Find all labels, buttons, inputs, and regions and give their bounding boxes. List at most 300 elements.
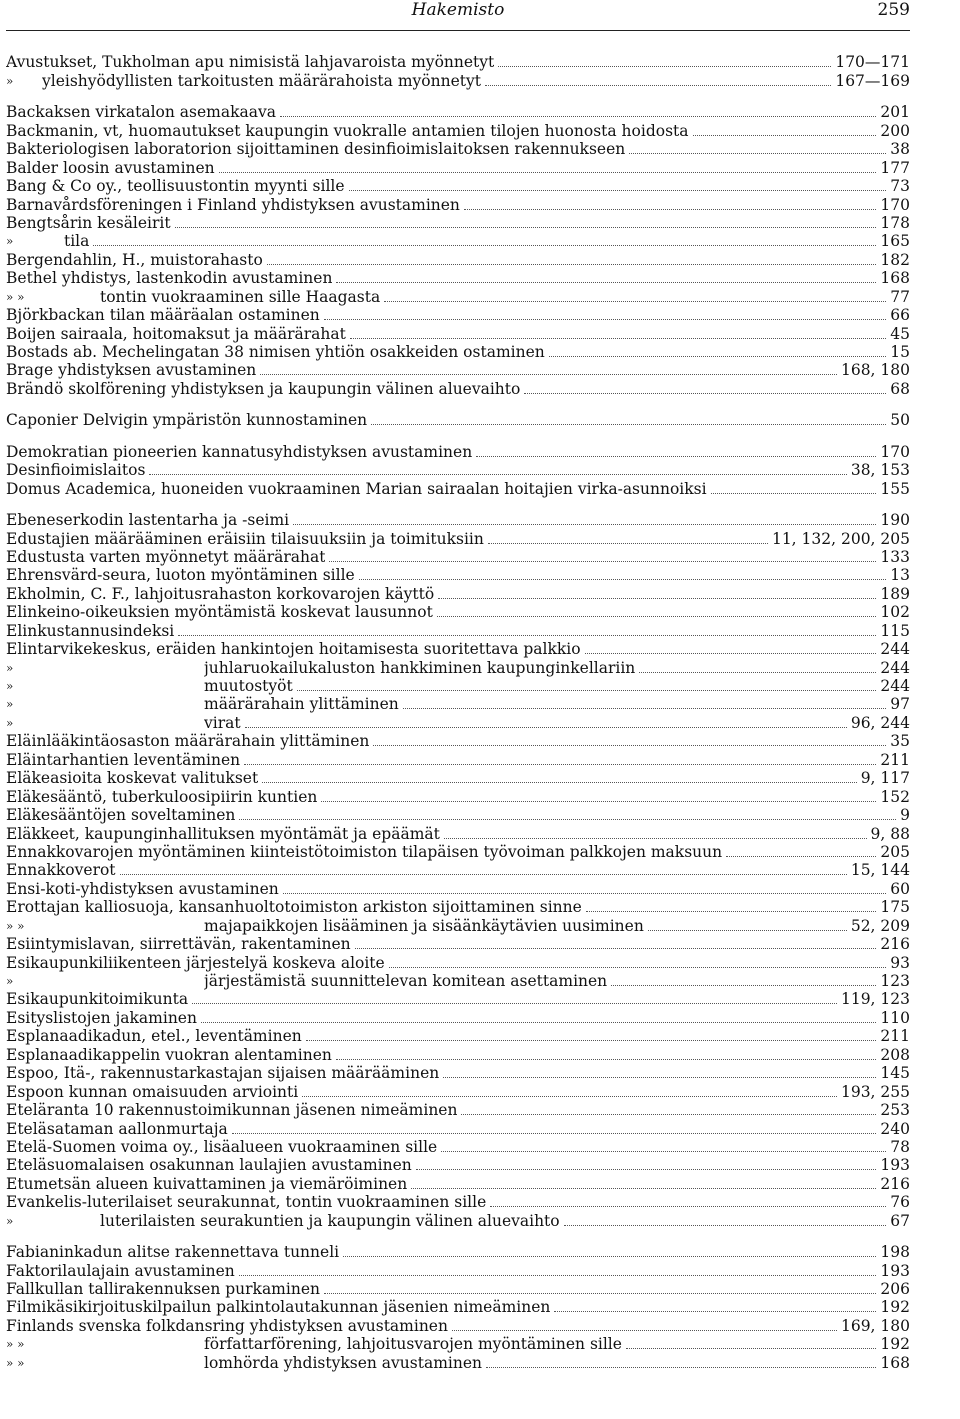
index-entry <box>6 824 910 842</box>
entry-pages: 192 <box>880 1335 910 1354</box>
dot-leader <box>437 616 877 617</box>
section-gap <box>6 429 910 442</box>
index-entry <box>6 232 910 250</box>
entry-text: Demokratian pioneerien kannatusyhdistyksen avustaminen <box>6 442 473 461</box>
index-entry <box>6 935 910 953</box>
index-entry <box>6 750 910 768</box>
entry-text: Bakteriologisen laboratorion sijoittaminen desinfioimislaitoksen rakennukseen <box>6 140 626 159</box>
index-page <box>6 0 910 1372</box>
entry-pages: 206 <box>880 1280 910 1298</box>
index-entry <box>6 1138 910 1156</box>
index-entry <box>6 250 910 268</box>
entry-text: Esityslistojen jakaminen <box>6 1008 197 1027</box>
entry-indent <box>6 1334 204 1353</box>
entry-pages: 189 <box>880 584 910 603</box>
dot-leader <box>629 153 886 154</box>
dot-leader <box>585 653 877 654</box>
entry-pages: 201 <box>880 103 910 122</box>
dot-leader <box>416 1169 877 1170</box>
dot-leader <box>586 911 877 912</box>
index-entry <box>6 1298 910 1316</box>
entry-pages: 175 <box>880 898 910 917</box>
dot-leader <box>149 474 846 475</box>
dot-leader <box>452 1330 837 1331</box>
index-entry <box>6 1335 910 1353</box>
entry-pages: 11, 132, 200, 205 <box>771 529 910 548</box>
dot-leader <box>711 493 877 494</box>
index-entry <box>6 1101 910 1119</box>
entry-pages: 66 <box>890 306 910 325</box>
entry-text: Eläinlääkintäosaston määrärahain ylittäminen <box>6 732 370 751</box>
entry-text: Eteläsuomalaisen osakunnan laulajien avustaminen <box>6 1156 412 1175</box>
dot-leader <box>611 985 876 986</box>
index-entry <box>6 1243 910 1261</box>
dot-leader <box>336 282 876 283</box>
entry-pages: 168 <box>880 269 910 288</box>
dot-leader <box>371 424 886 425</box>
entry-text: virat <box>204 713 241 732</box>
entry-pages: 9, 88 <box>870 824 910 843</box>
ditto-mark: » <box>6 73 14 88</box>
entry-indent <box>6 694 204 713</box>
index-entry <box>6 1027 910 1045</box>
entry-pages: 253 <box>880 1101 910 1120</box>
index-entry <box>6 1193 910 1211</box>
index-entry <box>6 1261 910 1279</box>
dot-leader <box>349 190 887 191</box>
index-entry <box>6 990 910 1008</box>
entry-text: Edustajien määrääminen eräisiin tilaisuuksiin ja toimituksiin <box>6 529 484 548</box>
entry-indent <box>6 287 100 306</box>
entry-text: Balder loosin avustaminen <box>6 158 215 177</box>
index-entry <box>6 584 910 602</box>
index-entry <box>6 529 910 547</box>
index-entry <box>6 71 910 89</box>
index-entry <box>6 343 910 361</box>
entry-text: määrärahain ylittäminen <box>204 695 399 714</box>
index-entry <box>6 732 910 750</box>
index-entry <box>6 214 910 232</box>
section-gap <box>6 498 910 511</box>
dot-leader <box>262 782 857 783</box>
entry-text: Espoo, Itä-, rakennustarkastajan sijaisen määrääminen <box>6 1064 440 1083</box>
index-entry <box>6 121 910 139</box>
entry-indent <box>6 713 204 732</box>
entry-text: Eläkkeet, kaupunginhallituksen myöntämät ja epäämät <box>6 824 440 843</box>
index-entry <box>6 658 910 676</box>
dot-leader <box>648 930 847 931</box>
dot-leader <box>350 338 886 339</box>
entry-pages: 68 <box>890 379 910 398</box>
index-entry <box>6 1211 910 1229</box>
section-gap <box>6 90 910 103</box>
dot-leader <box>280 116 876 117</box>
entry-pages: 93 <box>890 953 910 972</box>
dot-leader <box>321 801 876 802</box>
entry-text: Brändö skolförening yhdistyksen ja kaupungin välinen aluevaihto <box>6 379 521 398</box>
ditto-mark: » » <box>6 1355 25 1370</box>
entry-text: Espoon kunnan omaisuuden arviointi <box>6 1082 299 1101</box>
ditto-mark: » <box>6 974 14 988</box>
dot-leader <box>267 264 877 265</box>
dot-leader <box>411 1188 876 1189</box>
entry-text: Bostads ab. Mechelingatan 38 nimisen yhtiön osakkeiden ostaminen <box>6 343 545 361</box>
entry-text: Esplanaadikadun, etel., leventäminen <box>6 1027 302 1046</box>
entry-pages: 211 <box>880 1027 910 1046</box>
entry-text: Evankelis-luterilaiset seurakunnat, tontin vuokraaminen sille <box>6 1193 487 1212</box>
dot-leader <box>93 245 876 246</box>
dot-leader <box>485 85 831 86</box>
entry-pages: 170—171 <box>835 53 910 72</box>
entry-pages: 15, 144 <box>850 861 910 880</box>
entry-text: Backaksen virkatalon asemakaava <box>6 103 276 122</box>
index-entry <box>6 53 910 71</box>
entry-pages: 97 <box>890 695 910 714</box>
entry-pages: 155 <box>880 479 910 498</box>
entry-text: muutostyöt <box>204 677 293 695</box>
entry-pages: 67 <box>890 1211 910 1230</box>
index-entry <box>6 324 910 342</box>
entry-pages: 123 <box>880 972 910 990</box>
entry-text: lomhörda yhdistyksen avustaminen <box>204 1353 482 1372</box>
dot-leader <box>297 690 877 691</box>
entry-pages: 178 <box>880 213 910 232</box>
entry-text: Ehrensvärd-seura, luoton myöntäminen sille <box>6 566 355 585</box>
ditto-mark: » <box>6 697 14 712</box>
dot-leader <box>389 967 887 968</box>
index-entry <box>6 379 910 397</box>
dot-leader <box>486 1367 876 1368</box>
index-entry <box>6 269 910 287</box>
index-entry <box>6 1119 910 1137</box>
entry-text: författarförening, lahjoitusvarojen myöntäminen sille <box>204 1335 622 1354</box>
entry-indent <box>6 658 204 677</box>
entry-pages: 115 <box>880 621 910 640</box>
index-entry <box>6 158 910 176</box>
entry-pages: 200 <box>880 121 910 140</box>
entry-pages: 170 <box>880 442 910 461</box>
index-entry <box>6 787 910 805</box>
dot-leader <box>324 1293 876 1294</box>
dot-leader <box>201 1022 876 1023</box>
entry-text: Eläkesääntöjen soveltaminen <box>6 806 236 825</box>
ditto-mark: » » <box>6 918 25 933</box>
index-entry <box>6 713 910 731</box>
dot-leader <box>488 543 768 544</box>
ditto-mark: » <box>6 1213 14 1228</box>
index-entry <box>6 1045 910 1063</box>
entry-pages: 165 <box>880 232 910 251</box>
entry-text: Elinkeino-oikeuksien myöntämistä koskevat lausunnot <box>6 603 433 622</box>
ditto-mark: » <box>6 660 14 675</box>
dot-leader <box>498 66 831 67</box>
index-entry <box>6 177 910 195</box>
entry-pages: 244 <box>880 658 910 677</box>
entry-pages: 244 <box>880 640 910 659</box>
index-entry <box>6 695 910 713</box>
entry-text: Esikaupunkitoimikunta <box>6 990 189 1009</box>
entry-pages: 216 <box>880 1174 910 1193</box>
dot-leader <box>564 1225 887 1226</box>
entry-pages: 13 <box>890 566 910 585</box>
index-entry <box>6 566 910 584</box>
dot-leader <box>192 1003 837 1004</box>
index-entry <box>6 879 910 897</box>
index-entry <box>6 461 910 479</box>
entry-text: Fallkullan tallirakennuksen purkaminen <box>6 1280 320 1298</box>
dot-leader <box>175 227 877 228</box>
dot-leader <box>178 635 876 636</box>
entry-pages: 168, 180 <box>840 361 910 380</box>
entry-text: Desinfioimislaitos <box>6 461 146 480</box>
entry-pages: 73 <box>890 177 910 196</box>
dot-leader <box>329 561 876 562</box>
entry-text: Esikaupunkiliikenteen järjestelyä koskeva aloite <box>6 953 385 972</box>
index-entry <box>6 1082 910 1100</box>
index-entry <box>6 972 910 990</box>
index-entry <box>6 411 910 429</box>
dot-leader <box>639 672 876 673</box>
index-entry <box>6 548 910 566</box>
entry-pages: 192 <box>880 1298 910 1317</box>
section-gap <box>6 1230 910 1243</box>
dot-leader <box>120 874 847 875</box>
entry-pages: 145 <box>880 1064 910 1083</box>
entry-text: Ensi-koti-yhdistyksen avustaminen <box>6 879 279 898</box>
index-entry <box>6 677 910 695</box>
dot-leader <box>549 356 887 357</box>
index-entry <box>6 306 910 324</box>
entry-text: yleishyödyllisten tarkoitusten määrärahoista myönnetyt <box>42 71 481 90</box>
entry-pages: 9, 117 <box>860 769 910 788</box>
dot-leader <box>336 1059 877 1060</box>
page-number: 259 <box>877 0 910 20</box>
entry-pages: 170 <box>880 195 910 214</box>
entry-pages: 52, 209 <box>850 916 910 935</box>
entry-pages: 96, 244 <box>850 713 910 732</box>
entry-pages: 205 <box>880 842 910 861</box>
dot-leader <box>232 1133 877 1134</box>
dot-leader <box>302 1096 837 1097</box>
entry-text: Faktorilaulajain avustaminen <box>6 1261 235 1280</box>
entry-text: Barnavårdsföreningen i Finland yhdistyksen avustaminen <box>6 195 460 214</box>
index-entry <box>6 479 910 497</box>
dot-leader <box>324 319 887 320</box>
entry-indent <box>6 1211 100 1230</box>
entry-pages: 38 <box>890 140 910 159</box>
dot-leader <box>524 393 886 394</box>
entry-text: Filmikäsikirjoituskilpailun palkintolautakunnan jäsenien nimeäminen <box>6 1298 551 1317</box>
index-entry <box>6 195 910 213</box>
entry-text: juhlaruokailukaluston hankkiminen kaupunginkellariin <box>204 658 636 677</box>
entry-text: Backmanin, vt, huomautukset kaupungin vuokralle antamien tilojen huonosta hoidosta <box>6 121 689 140</box>
dot-leader <box>444 838 867 839</box>
entry-text: Elinkustannusindeksi <box>6 621 175 640</box>
entry-pages: 119, 123 <box>840 990 910 1009</box>
entry-pages: 110 <box>880 1008 910 1027</box>
dot-leader <box>306 1040 877 1041</box>
dot-leader <box>464 209 876 210</box>
section-gap <box>6 398 910 411</box>
ditto-mark: » <box>6 679 14 693</box>
entry-indent <box>6 231 64 250</box>
entry-text: Boijen sairaala, hoitomaksut ja määrärahat <box>6 324 346 343</box>
dot-leader <box>355 948 877 949</box>
dot-leader <box>239 819 896 820</box>
index-entry <box>6 1280 910 1298</box>
entry-pages: 102 <box>880 603 910 622</box>
entry-indent <box>6 916 204 935</box>
index-entry <box>6 953 910 971</box>
dot-leader <box>384 301 886 302</box>
entry-text: Bergendahlin, H., muistorahasto <box>6 250 263 269</box>
entry-pages: 77 <box>890 287 910 306</box>
entry-pages: 133 <box>880 547 910 566</box>
entry-pages: 193 <box>880 1261 910 1280</box>
entry-indent <box>6 676 204 695</box>
index-entry <box>6 843 910 861</box>
index-entry <box>6 621 910 639</box>
entry-text: Eläkesääntö, tuberkuloosipiirin kuntien <box>6 787 318 806</box>
entry-text: Esplanaadikappelin vuokran alentaminen <box>6 1045 332 1064</box>
dot-leader <box>219 172 877 173</box>
dot-leader <box>443 1077 876 1078</box>
entry-pages: 38, 153 <box>850 461 910 480</box>
entry-text: Brage yhdistyksen avustaminen <box>6 361 257 380</box>
entry-pages: 78 <box>890 1137 910 1156</box>
dot-leader <box>373 745 886 746</box>
index-entry <box>6 806 910 824</box>
entry-pages: 60 <box>890 879 910 898</box>
entry-text: järjestämistä suunnittelevan komitean asettaminen <box>204 972 608 990</box>
entry-text: Björkbackan tilan määräalan ostaminen <box>6 306 320 325</box>
index-entry <box>6 103 910 121</box>
index-entry <box>6 603 910 621</box>
entry-pages: 177 <box>880 158 910 177</box>
entry-pages: 35 <box>890 732 910 751</box>
entry-text: Etelä-Suomen voima oy., lisäalueen vuokraaminen sille <box>6 1137 438 1156</box>
entry-pages: 211 <box>880 750 910 769</box>
entry-text: Ennakkoverot <box>6 861 116 880</box>
entry-indent <box>6 71 42 90</box>
dot-leader <box>461 1114 876 1115</box>
entry-text: Eläintarhantien leventäminen <box>6 750 241 769</box>
dot-leader <box>283 893 886 894</box>
entry-pages: 193, 255 <box>840 1082 910 1101</box>
entry-text: Eteläsataman aallonmurtaja <box>6 1119 228 1138</box>
entry-pages: 76 <box>890 1193 910 1212</box>
entry-pages: 182 <box>880 250 910 269</box>
index-entry <box>6 1174 910 1192</box>
index-entry <box>6 916 910 934</box>
index-entry <box>6 442 910 460</box>
entry-text: Finlands svenska folkdansring yhdistyksen avustaminen <box>6 1316 448 1335</box>
entry-text: tila <box>64 232 90 251</box>
ditto-mark: » <box>6 234 14 249</box>
index-entry <box>6 1008 910 1026</box>
dot-leader <box>726 856 876 857</box>
ditto-mark: » <box>6 715 14 730</box>
entry-text: Esiintymislavan, siirrettävän, rakentaminen <box>6 935 351 954</box>
entry-text: Eläkeasioita koskevat valitukset <box>6 769 259 788</box>
entry-indent <box>6 1353 204 1372</box>
entry-pages: 167—169 <box>835 71 910 90</box>
entry-pages: 198 <box>880 1243 910 1262</box>
entry-pages: 193 <box>880 1156 910 1175</box>
dot-leader <box>403 708 887 709</box>
entry-text: Ennakkovarojen myöntäminen kiinteistötoimiston tilapäisen työvoiman palkkojen maksuun <box>6 842 723 861</box>
dot-leader <box>244 764 876 765</box>
entry-text: luterilaisten seurakuntien ja kaupungin välinen aluevaihto <box>100 1211 560 1230</box>
entry-text: Edustusta varten myönnetyt määrärahat <box>6 547 326 566</box>
entry-text: majapaikkojen lisääminen ja sisäänkäytävien uusiminen <box>204 916 644 935</box>
index-entry <box>6 287 910 305</box>
entry-text: Ekholmin, C. F., lahjoitusrahaston korkovarojen käyttö <box>6 584 435 603</box>
dot-leader <box>293 524 876 525</box>
entry-text: Caponier Delvigin ympäristön kunnostaminen <box>6 411 368 430</box>
entry-text: Ebeneserkodin lastentarha ja -seimi <box>6 511 290 530</box>
entry-pages: 169, 180 <box>840 1316 910 1335</box>
entry-indent <box>6 971 204 990</box>
entry-text: Fabianinkadun alitse rakennettava tunneli <box>6 1243 340 1262</box>
entry-pages: 208 <box>880 1045 910 1064</box>
index-entry <box>6 861 910 879</box>
page-header <box>6 0 910 31</box>
entry-text: Elintarvikekeskus, eräiden hankintojen hoitamisesta suoritettava palkkio <box>6 640 581 659</box>
entry-pages: 190 <box>880 511 910 530</box>
index-entry <box>6 511 910 529</box>
index-entry <box>6 1156 910 1174</box>
index-entries <box>6 53 910 1372</box>
entry-text: Erottajan kalliosuoja, kansanhuoltotoimiston arkiston sijoittaminen sinne <box>6 898 582 917</box>
dot-leader <box>239 1275 877 1276</box>
ditto-mark: » » <box>6 1337 25 1352</box>
entry-text: Avustukset, Tukholman apu nimisistä lahjavaroista myönnetyt <box>6 53 495 72</box>
index-entry <box>6 769 910 787</box>
entry-pages: 216 <box>880 935 910 954</box>
entry-pages: 152 <box>880 787 910 806</box>
entry-text: Eteläranta 10 rakennustoimikunnan jäsenen nimeäminen <box>6 1101 458 1120</box>
index-entry <box>6 361 910 379</box>
dot-leader <box>343 1256 876 1257</box>
entry-pages: 50 <box>890 411 910 430</box>
dot-leader <box>490 1206 886 1207</box>
index-entry <box>6 1064 910 1082</box>
entry-pages: 240 <box>880 1119 910 1138</box>
index-entry <box>6 1316 910 1334</box>
entry-pages: 9 <box>900 806 910 825</box>
dot-leader <box>260 374 837 375</box>
page-title: Hakemisto <box>411 0 505 20</box>
entry-pages: 15 <box>890 343 910 361</box>
dot-leader <box>626 1348 876 1349</box>
entry-text: Bang & Co oy., teollisuustontin myynti sille <box>6 177 345 196</box>
dot-leader <box>438 598 876 599</box>
index-entry <box>6 1353 910 1371</box>
entry-text: Bethel yhdistys, lastenkodin avustaminen <box>6 269 333 288</box>
index-entry <box>6 898 910 916</box>
ditto-mark: » » <box>6 289 25 304</box>
index-entry <box>6 640 910 658</box>
entry-text: Etumetsän alueen kuivattaminen ja viemäröiminen <box>6 1174 408 1193</box>
entry-pages: 168 <box>880 1353 910 1372</box>
dot-leader <box>476 456 876 457</box>
entry-pages: 45 <box>890 324 910 343</box>
entry-text: Bengtsårin kesäleirit <box>6 213 171 232</box>
entry-text: Domus Academica, huoneiden vuokraaminen Marian sairaalan hoitajien virka-asunnoiksi <box>6 479 707 498</box>
dot-leader <box>441 1151 886 1152</box>
entry-pages: 244 <box>880 677 910 695</box>
